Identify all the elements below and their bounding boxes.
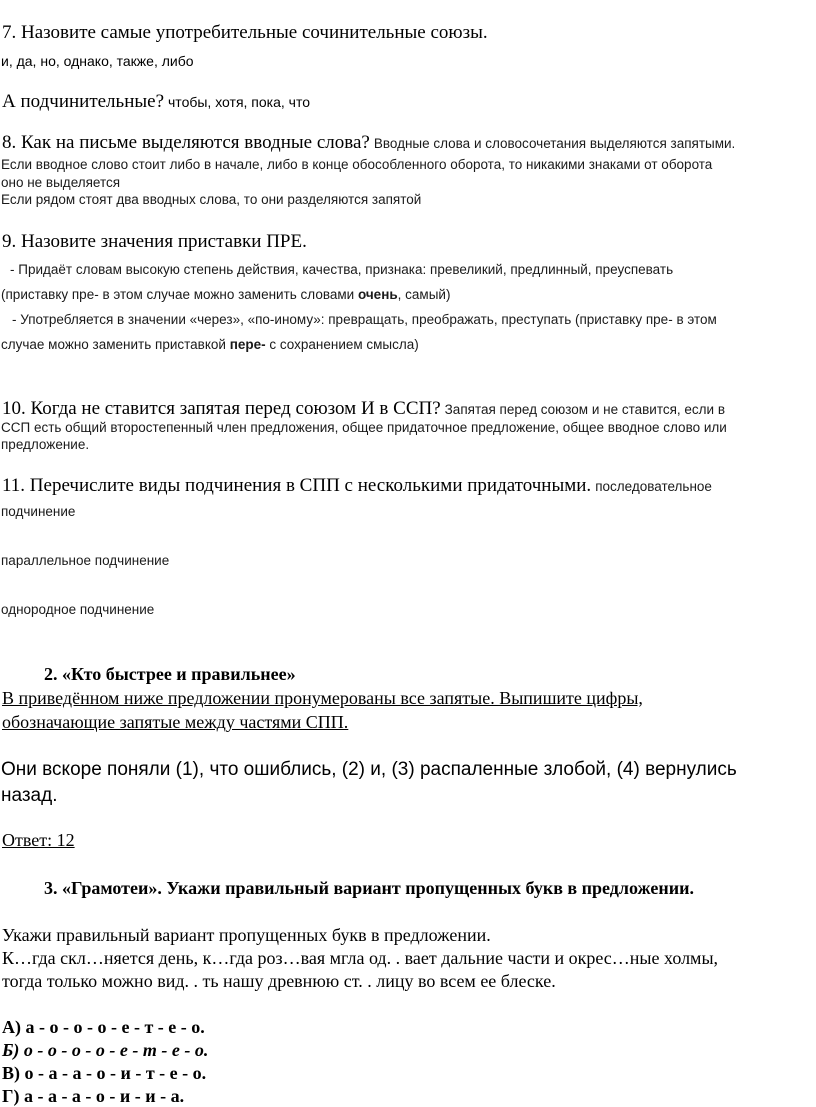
q8-answer-line1: Вводные слова и словосочетания выделяются запятыми. (373, 136, 736, 151)
task2-sentence-line2: назад. (1, 785, 58, 806)
q9-item2-line2-a: случае можно заменить приставкой (1, 337, 230, 352)
task2-sentence-line1: Они вскоре поняли (1), что ошиблись, (2) и, (3) распаленные злобой, (4) вернулись (1, 759, 737, 780)
q8-answer-line2: Если вводное слово стоит либо в начале, либо в конце обособленного оборота, то никакими знаками от оборота (1, 157, 713, 172)
q7-question2: А подчинительные? (2, 91, 165, 112)
q9-item1-line1: - Придаёт словам высокую степень действия, качества, признака: превеликий, предлинный, преуспевать (10, 262, 674, 277)
q11-answer1-b: подчинение (1, 504, 76, 519)
task3-title: 3. «Грамотеи». Укажи правильный вариант пропущенных букв в предложении. (44, 878, 694, 898)
task3-option-a: А) а - о - о - о - е - т - е - о. (2, 1017, 205, 1037)
q11-question-line (2, 475, 712, 497)
q10-answer-line1: Запятая перед союзом и не ставится, если в (444, 402, 726, 417)
task3-option-g: Г) а - а - а - о - и - и - а. (2, 1086, 185, 1106)
q9-item2-line2 (1, 337, 419, 352)
q11-answer2: параллельное подчинение (1, 553, 170, 568)
q9-item1-line2-a: (приставку пре- в этом случае можно заменить словами (1, 287, 358, 302)
q8-question: 8. Как на письме выделяются вводные слова? (2, 132, 370, 153)
q8-answer-line4: Если рядом стоят два вводных слова, то они разделяются запятой (1, 192, 422, 207)
q10-question: 10. Когда не ставится запятая перед союзом И в ССП? (2, 398, 441, 419)
q9-item1-line2 (1, 287, 450, 302)
q11-answer1-a: последовательное (595, 479, 712, 494)
task2-title: 2. «Кто быстрее и правильнее» (44, 664, 296, 684)
q11-answer3: однородное подчинение (1, 602, 155, 617)
q9-item1-line2-b: , самый) (397, 287, 451, 302)
q7-answer: и, да, но, однако, также, либо (1, 53, 194, 69)
q7-question2-line (2, 91, 310, 113)
q10-question-line (2, 398, 725, 420)
task3-option-v: В) о - а - а - о - и - т - е - о. (2, 1063, 207, 1083)
q8-question-line (2, 132, 735, 154)
q9-item1-emphasis: очень (357, 287, 398, 302)
q10-answer-line3: предложение. (1, 437, 90, 452)
task2-instruction-line2: обозначающие запятые между частями СПП. (2, 712, 349, 732)
q9-item2-line1: - Употребляется в значении «через», «по-иному»: превращать, преображать, преступать (приставку пре- в этом (12, 312, 717, 327)
q9-question: 9. Назовите значения приставки ПРЕ. (2, 231, 307, 252)
q11-question: 11. Перечислите виды подчинения в СПП с несколькими придаточными. (2, 475, 592, 496)
q9-item2-line2-b: с сохранением смысла) (265, 337, 419, 352)
task2-answer: Ответ: 12 (2, 830, 75, 850)
q7-answer2: чтобы, хотя, пока, что (168, 94, 311, 110)
q9-item2-emphasis: пере- (229, 337, 266, 352)
q10-answer-line2: ССП есть общий второстепенный член предложения, общее придаточное предложение, общее вводное слово или (1, 420, 727, 435)
task2-instruction-line1: В приведённом ниже предложении пронумерованы все запятые. Выпишите цифры, (2, 688, 643, 708)
q7-question: 7. Назовите самые употребительные сочинительные союзы. (2, 22, 488, 43)
q8-answer-line3: оно не выделяется (1, 175, 121, 190)
task3-line2: К…гда скл…няется день, к…гда роз…вая мгла од. . вает дальние части и окрес…ные холмы, (2, 948, 719, 968)
task3-option-b-correct: Б) о - о - о - о - е - т - е - о. (2, 1040, 209, 1060)
task3-line3: тогда только можно вид. . ть нашу древнюю ст. . лицу во всем ее блеске. (2, 971, 556, 991)
task3-line1: Укажи правильный вариант пропущенных букв в предложении. (2, 925, 491, 945)
